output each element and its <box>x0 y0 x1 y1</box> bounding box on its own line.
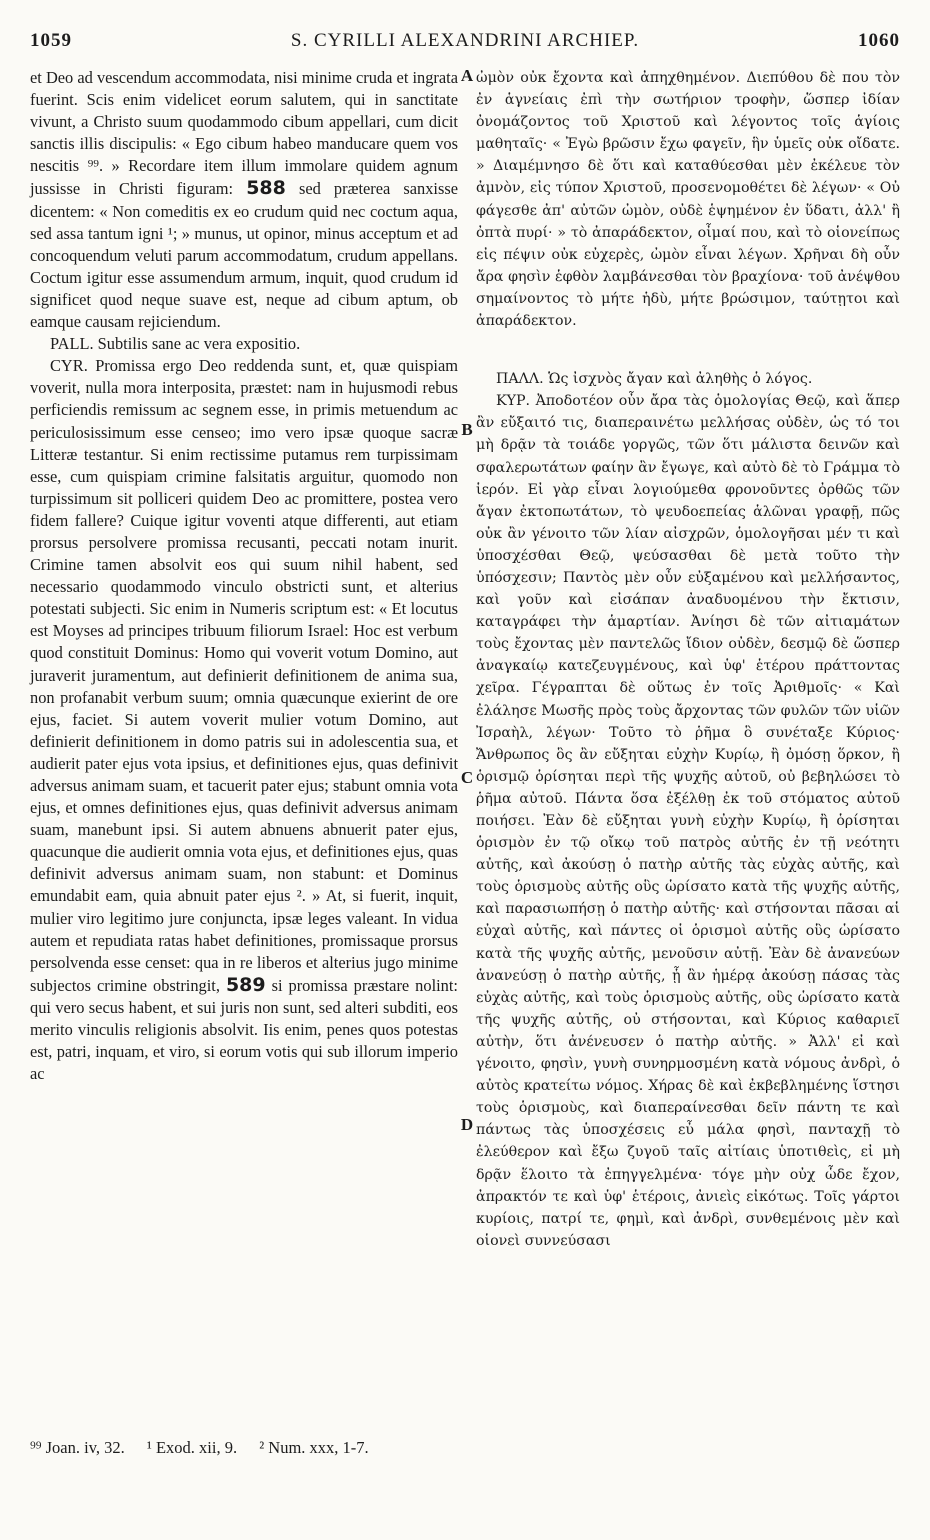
footnote: ⁹⁹ Joan. iv, 32. <box>30 1438 125 1457</box>
greek-paragraph: ΚΥΡ. Ἀποδοτέον οὖν ἄρα τὰς ὁμολογίας Θεῷ, καὶ ἅπερ ἂν εὔξαιτό τις, διαπεραινέτω μελλήσας οὐδὲν, ὡς τό τοι μὴ δρᾷν τὰ τοιάδε γοργῶς, τῶν ὅτι μάλιστα δεινῶν καὶ σφαλερωτάτων φαίην ἂν ἔγωγε, καὶ αὐτὸ δὲ τὸ Γράμμα τὸ ἱερόν. Εἰ γὰρ εἶναι λογιούμεθα φρονοῦντες ὀρθῶς τῶν ἄγαν ἐκτοπωτάτων, τὸ ψευδοεπείας ἁλῶναι γραφῇ, πῶς οὐκ ἂν γένοιτο τῶν λίαν αἰσχρῶν, ὁμολογῆσαι μέν τι καὶ ὑποσχέσθαι Θεῷ, ψεύσασθαι δὲ μετὰ τοῦτο τὴν ὑπόσχεσιν; Παντὸς μὲν οὖν εὐξαμένου καὶ μελλήσαντος, καὶ γοῦν καὶ εἰσάπαν ἀναδυομένου τὴν ἔκτισιν, καταγράφει τὴν ἁμαρτίαν. Ἀνίησι δὲ τῶν αἰτιαμάτων τοὺς ἔχοντας μὲν παντελῶς ἴδιον οὐδὲν, δεσμῷ δὲ ὥσπερ ἀναγκαίῳ κατεζευγμένους, καὶ ὑφ' ἑτέρου πράττοντας χεῖρα. Γέγραπται δὲ οὕτως ἐν τοῖς Ἀριθμοῖς· « Καὶ ἐλάλησε Μωσῆς πρὸς τοὺς ἄρχοντας τῶν φυλῶν τῶν υἱῶν Ἰσραὴλ, λέγων· Τοῦτο τὸ ῥῆμα ὃ συνέταξε Κύριος· Ἄνθρωπος ὃς ἂν εὔξηται εὐχὴν Κυρίῳ, ἢ ὀμόσῃ ὅρκον, ἢ ὁρισμῷ ὁρίσηται περὶ τῆς ψυχῆς αὐτοῦ, οὐ βεβηλώσει τὸ ῥῆμα αὐτοῦ. Πάντα ὅσα ἐξέλθῃ ἐκ τοῦ στόματος αὐτοῦ ποιήσει. Ἐὰν δὲ εὔξηται γυνὴ εὐχὴν Κυρίῳ, ἢ ὁρίσηται ὁρισμὸν ἐν τῷ οἴκῳ τοῦ πατρὸς αὐτῆς ἐν τῇ νεότητι αὐτῆς, καὶ ἀκούσῃ ὁ πατὴρ αὐτῆς τὰς εὐχὰς αὐτῆς, καὶ τοὺς ὁρισμοὺς αὐτῆς οὓς ὡρίσατο κατὰ τῆς ψυχῆς αὐτῆς, καὶ παρασιωπήσῃ ὁ πατὴρ αὐτῆς· καὶ στήσονται πᾶσαι αἱ εὐχαὶ αὐτῆς, καὶ πάντες οἱ ὁρισμοὶ αὐτῆς οὓς ὡρίσατο κατὰ τῆς ψυχῆς αὐτῆς, μενοῦσιν αὐτῇ. Ἐὰν δὲ ἀνανεύων ἀνανεύσῃ ὁ πατὴρ αὐτῆς, ᾗ ἂν ἡμέρᾳ ἀκούσῃ πάσας τὰς εὐχὰς αὐτῆς, καὶ τοὺς ὁρισμοὺς αὐτῆς, οὓς ὡρίσατο κατὰ τῆς ψυχῆς αὐτῆς, οὐ στήσονται, καὶ Κύριος καθαριεῖ αὐτὴν, ὅτι ἀνένευσεν ὁ πατὴρ αὐτῆς. » Ἀλλ' εἰ καὶ γένοιτο, φησὶν, γυνὴ συνηρμοσμένη κατὰ νόμους ἀνδρὶ, ὁ αὐτὸς κρατείτω νόμος. Χήρας δὲ καὶ ἐκβεβλημένης ἵστησι τοὺς ὁρισμοὺς, καὶ διαπεραίνεσθαι δεῖν πάντη τε καὶ πάντως τὰς ὑποσχέσεις εὖ μάλα φησὶ, πανταχῇ τὸ ἐλεύθερον καὶ ἔξω ζυγοῦ ταῖς αἰτίαις ὑποτιθεὶς, εἰ μὴ δρᾷν ἕλοιτο τὰ ἐπηγγελμένα· τόγε μὴν οὐχ ὧδε ἔχον, ἀπρακτόν τε καὶ ὑφ' ἑτέροις, ἀνιεὶς εἰκότως. Τοῖς γάρτοι κυρίοις, πατρί τε, φημὶ, καὶ ἀνδρὶ, συνθεμένοις μὲν καὶ οἱονεὶ συννεύσασι <box>476 393 900 1249</box>
margin-letter-c: C <box>460 768 474 787</box>
margin-letter-a: A <box>460 66 474 85</box>
margin-letter-d: D <box>460 1115 474 1134</box>
greek-column <box>476 67 900 1252</box>
latin-text: sed præterea sanxisse dicentem: « Non comeditis ex eo crudum quid nec coctum aqua, sed assa tantum igni ¹; » munus, ut opinor, minus acceptum et ad concoquendum veluti parum accommodatum, crudum appellans. Coctum igitur esse assumendum armum, inquit, quod crudum id significet quod neque suave est, neque ad cibum aptum, ob eamque causam rejiciendum. <box>30 179 458 332</box>
running-title: S. CYRILLI ALEXANDRINI ARCHIEP. <box>290 30 640 51</box>
latin-text: CYR. Promissa ergo Deo reddenda sunt, et, quæ quispiam voverit, nulla mora interposita, præstet: nam in hujusmodi rebus perficiendis remissum ac segnem esse, in primis metuendum ac periculosissimum esse censeo; imo vero ipsæ quoque sacræ Litteræ testantur. Si enim rectissime putamus rem turpissimam esse, cum quispiam crimine falsitatis arguitur, quomodo non turpissimum sit polliceri quidem Deo ac promittere, postea vero fidem fallere? Cuique igitur voventi atque differenti, aut etiam prorsus persolvere promissa recusanti, peccati notam inurit. Crimine tamen absolvit eos qui suum nihil habent, sed necessario quodammodo vinculo obstricti sunt, et alterius potestati subjecti. Sic enim in Numeris scriptum est: « Et locutus est Moyses ad principes tribuum filiorum Israel: Hoc est verbum quod constituit Dominus: Homo qui voverit votum Domino, aut juraverit juramentum, aut definierit definitionem de anima sua, non profanabit verbum suum; omnia quæcunque exierint de ore ejus, faciet. Si autem voverit mulier votum Domino, aut definierit definitionem in domo patris sui in adolescentia sua, et audierit pater ejus vota ipsius, et definitiones ejus, quas definivit adversus animam suam, et tacuerit pater ejus; stabunt omnia vota ejus, et omnes definitiones ejus, quas definivit adversus animam suam, manebunt ipsi. Si autem abnuens abnuerit pater ejus, quacunque die audierit omnia vota ejus, et definitiones ejus, quas definivit adversus animam suam, non stabunt: et Dominus emundabit eam, quia abnuit pater ejus ². » At, si fuerit, inquit, mulier viro legitimo jure conjuncta, ipsæ leges valeant. In vidua autem et repudiata ratas habet definitiones, promissaque prorsus persolvenda esse censet: qua in re liberos et alterius jugo minime subjectos crimine obstringit, <box>30 356 458 995</box>
latin-paragraph <box>30 355 458 1085</box>
latin-paragraph <box>30 333 458 355</box>
latin-paragraph <box>30 67 458 333</box>
footnotes <box>30 1438 900 1458</box>
footnote: ¹ Exod. xii, 9. <box>146 1438 238 1457</box>
latin-text: et Deo ad vescendum accommodata, nisi minime cruda et ingrata fuerint. Scis enim videlicet eorum salutem, qui in sanctitate vivunt, a Christo suum quodammodo cibum appellari, cum dicit sanctis illis discipulis: « Ego cibum habeo manducare quem vos nescitis ⁹⁹. » Recordare item illum immolare quidem agnum jussisse in Christi figuram: <box>30 68 458 199</box>
greek-paragraph: ὠμὸν οὐκ ἔχοντα καὶ ἀπηχθημένον. Διεπύθου δὲ που τὸν ἐν ἁγνείαις ἐπὶ τὴν σωτήριον τροφὴν, ὥσπερ ἰδίαν ὀνομάζοντος τοῦ Χριστοῦ καὶ λέγοντος τοῖς ἁγίοις μαθηταῖς· « Ἐγὼ βρῶσιν ἔχω φαγεῖν, ἣν ὑμεῖς οὐκ οἴδατε. » Διαμέμνησο δὲ ὅτι καὶ καταθύεσθαι μὲν ἐκέλευε τὸν ἀμνὸν, εἰς τύπον Χριστοῦ, προσενομοθέτει δὲ λέγων· « Οὐ φάγεσθε ἀπ' αὐτῶν ὠμὸν, οὐδὲ ἑψημένον ἐν ὕδατι, ἀλλ' ἢ ὀπτὰ πυρί· » τὸ ἀπαράδεκτον, οἶμαί που, καὶ τὸ οἱονείπως εἰς πέψιν οὐκ εὐχερὲς, ὠμὸν εἶναι λέγων. Χρῆναι δὴ οὖν ἄρα φησὶν ἑφθὸν λαμβάνεσθαι τὸν βραχίονα· τοῦ ἀνέψθου σημαίνοντος τὸ μήτε ἡδὺ, μήτε βρώσιμον, ταύτῃτοι καὶ ἀπαράδεκτον. <box>476 70 900 330</box>
page-header <box>30 30 900 56</box>
latin-text: si promissa præstare nolint: qui vero secus habent, et sui juris non sunt, sed alteri subditi, eos merito vinculis religionis absolvit. Iis enim, penes quos potestas est, patri, inquam, et viro, si eorum votis qui sub illorum imperio ac <box>30 975 458 1084</box>
column-marker-589: 589 <box>225 973 266 996</box>
column-marker-588: 588 <box>246 177 286 200</box>
latin-text: PALL. Subtilis sane ac vera expositio. <box>50 334 301 354</box>
page-number-right: 1060 <box>858 30 900 51</box>
page-number-left: 1059 <box>30 30 72 51</box>
margin-letter-b: B <box>461 420 473 439</box>
latin-column <box>30 67 458 1085</box>
footnote: ² Num. xxx, 1-7. <box>259 1438 369 1457</box>
greek-paragraph: ΠΑΛΛ. Ὡς ἰσχνὸς ἄγαν καὶ ἀληθὴς ὁ λόγος. <box>496 371 813 388</box>
paragraph-gap <box>476 332 900 368</box>
